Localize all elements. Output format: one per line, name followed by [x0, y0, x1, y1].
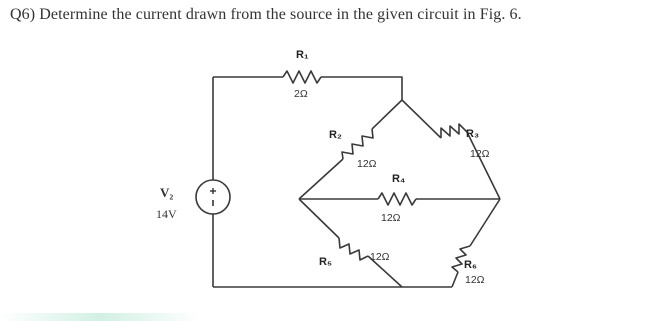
r3-name: R₃ — [466, 128, 480, 140]
wire-top-right — [321, 77, 402, 100]
r3-value: 12Ω — [470, 148, 490, 160]
voltage-source — [196, 180, 230, 214]
r4-name: R₄ — [392, 173, 406, 185]
r5-value: 12Ω — [370, 251, 390, 263]
wire-r5-a — [299, 199, 339, 238]
r1-resistor — [283, 71, 321, 83]
question-text: Q6) Determine the current drawn from the source in the given circuit in Fig. 6. — [10, 6, 522, 23]
source-value: 14V — [156, 207, 177, 221]
r1-name: R₁ — [296, 49, 309, 61]
r4-resistor — [378, 193, 416, 205]
wire-r6-a — [470, 199, 500, 246]
r6-name: R₆ — [464, 259, 477, 271]
wire-r2-a — [372, 100, 402, 129]
scan-smudge — [0, 313, 200, 321]
r3-resistor — [441, 124, 467, 138]
r2-resistor — [342, 129, 373, 159]
r5-resistor — [339, 238, 368, 260]
wire-r6-b — [452, 272, 458, 287]
r6-value: 12Ω — [465, 274, 485, 286]
r5-name: R₅ — [319, 256, 332, 268]
source-label: V₂ — [160, 185, 174, 200]
r4-value: 12Ω — [381, 212, 401, 224]
r2-name: R₂ — [329, 129, 342, 141]
r1-value: 2Ω — [294, 88, 308, 100]
wire-r3-a — [402, 100, 441, 138]
wire-r3-b — [467, 132, 500, 199]
r2-value: 12Ω — [357, 158, 377, 170]
wire-r2-b — [299, 159, 343, 199]
